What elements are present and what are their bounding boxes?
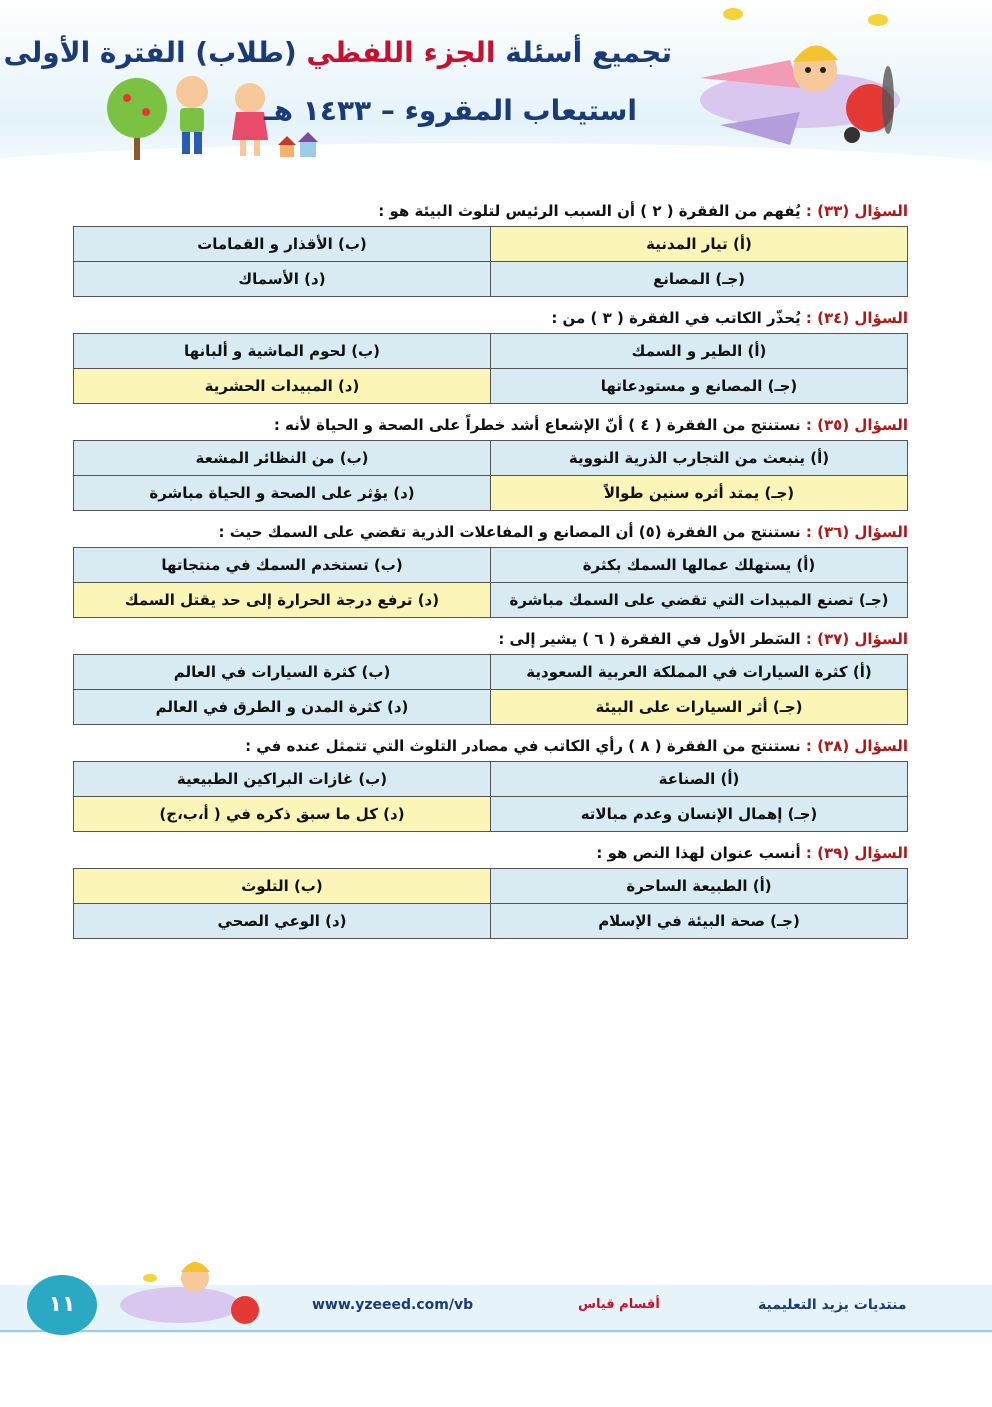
options-row bbox=[74, 548, 908, 583]
option-cell[interactable]: (د) الأسماك bbox=[74, 262, 491, 297]
page-footer bbox=[0, 1250, 992, 1403]
option-cell[interactable]: (ب) لحوم الماشية و ألبانها bbox=[74, 334, 491, 369]
option-cell[interactable]: (د) كل ما سبق ذكره في ( أ،ب،ج) bbox=[74, 797, 491, 832]
title-text-1: تجميع أسئلة bbox=[495, 36, 672, 69]
question-label: السؤال (٣٧) : bbox=[805, 630, 908, 648]
option-cell[interactable]: (جـ) تصنع المبيدات التي تقضي على السمك مباشرة bbox=[491, 583, 908, 618]
options-row bbox=[74, 690, 908, 725]
options-table bbox=[73, 440, 908, 511]
option-cell[interactable]: (جـ) يمتد أثره سنين طوالاً bbox=[491, 476, 908, 511]
options-row bbox=[74, 797, 908, 832]
option-cell[interactable]: (د) ترفع درجة الحرارة إلى حد يقتل السمك bbox=[74, 583, 491, 618]
option-cell[interactable]: (د) كثرة المدن و الطرق في العالم bbox=[74, 690, 491, 725]
footer-section-label: أقسام قياس bbox=[578, 1297, 660, 1312]
options-row bbox=[74, 369, 908, 404]
footer-artwork bbox=[0, 1250, 992, 1403]
option-cell[interactable]: (أ) الصناعة bbox=[491, 762, 908, 797]
options-row bbox=[74, 869, 908, 904]
option-cell[interactable]: (أ) يستهلك عمالها السمك بكثرة bbox=[491, 548, 908, 583]
option-cell[interactable]: (أ) تيار المدنية bbox=[491, 227, 908, 262]
question-text: أنسب عنوان لهذا النص هو : bbox=[596, 844, 801, 862]
option-cell[interactable]: (جـ) إهمال الإنسان وعدم مبالاته bbox=[491, 797, 908, 832]
options-table bbox=[73, 333, 908, 404]
option-cell[interactable]: (ب) تستخدم السمك في منتجاتها bbox=[74, 548, 491, 583]
options-table bbox=[73, 226, 908, 297]
question-text: نستنتج من الفقرة ( ٨ ) رأي الكاتب في مصادر التلوث التي تتمثل عنده في : bbox=[245, 737, 801, 755]
question-text: يُحذّر الكاتب في الفقرة ( ٣ ) من : bbox=[551, 309, 801, 327]
page-subtitle: استيعاب المقروء – ١٤٣٣ هـ bbox=[264, 94, 637, 127]
option-cell[interactable]: (جـ) صحة البيئة في الإسلام bbox=[491, 904, 908, 939]
question-label: السؤال (٣٣) : bbox=[805, 202, 908, 220]
options-row bbox=[74, 762, 908, 797]
options-row bbox=[74, 655, 908, 690]
option-cell[interactable]: (ب) الأقذار و القمامات bbox=[74, 227, 491, 262]
options-row bbox=[74, 262, 908, 297]
questions-list bbox=[73, 196, 908, 945]
option-cell[interactable]: (د) المبيدات الحشرية bbox=[74, 369, 491, 404]
option-cell[interactable]: (ب) من النظائر المشعة bbox=[74, 441, 491, 476]
question-line bbox=[73, 731, 908, 761]
option-cell[interactable]: (د) يؤثر على الصحة و الحياة مباشرة bbox=[74, 476, 491, 511]
options-table bbox=[73, 868, 908, 939]
title-text-2: (طلاب) الفترة الأولى bbox=[3, 36, 307, 69]
option-cell[interactable]: (د) الوعي الصحي bbox=[74, 904, 491, 939]
question-text: السَطر الأول في الفقرة ( ٦ ) يشير إلى : bbox=[498, 630, 801, 648]
option-cell[interactable]: (أ) الطبيعة الساحرة bbox=[491, 869, 908, 904]
question-label: السؤال (٣٥) : bbox=[805, 416, 908, 434]
question-line bbox=[73, 517, 908, 547]
option-cell[interactable]: (ب) التلوث bbox=[74, 869, 491, 904]
question-line bbox=[73, 838, 908, 868]
page-title bbox=[3, 36, 672, 69]
options-row bbox=[74, 583, 908, 618]
option-cell[interactable]: (أ) الطير و السمك bbox=[491, 334, 908, 369]
option-cell[interactable]: (جـ) المصانع bbox=[491, 262, 908, 297]
options-row bbox=[74, 476, 908, 511]
option-cell[interactable]: (أ) كثرة السيارات في المملكة العربية السعودية bbox=[491, 655, 908, 690]
option-cell[interactable]: (جـ) المصانع و مستودعاتها bbox=[491, 369, 908, 404]
footer-website-link[interactable]: www.yzeeed.com/vb bbox=[312, 1297, 474, 1313]
options-table bbox=[73, 654, 908, 725]
option-cell[interactable]: (جـ) أثر السيارات على البيئة bbox=[491, 690, 908, 725]
question-label: السؤال (٣٦) : bbox=[805, 523, 908, 541]
question-line bbox=[73, 410, 908, 440]
option-cell[interactable]: (ب) كثرة السيارات في العالم bbox=[74, 655, 491, 690]
title-highlight: الجزء اللفظي bbox=[306, 36, 496, 69]
question-line bbox=[73, 196, 908, 226]
option-cell[interactable]: (ب) غازات البراكين الطبيعية bbox=[74, 762, 491, 797]
question-line bbox=[73, 303, 908, 333]
question-label: السؤال (٣٨) : bbox=[805, 737, 908, 755]
question-label: السؤال (٣٩) : bbox=[805, 844, 908, 862]
question-label: السؤال (٣٤) : bbox=[805, 309, 908, 327]
options-row bbox=[74, 904, 908, 939]
page-number-badge: ١١ bbox=[27, 1275, 97, 1335]
options-table bbox=[73, 547, 908, 618]
footer-forum-name: منتديات يزيد التعليمية bbox=[758, 1297, 907, 1313]
option-cell[interactable]: (أ) ينبعث من التجارب الذرية النووية bbox=[491, 441, 908, 476]
question-text: يُفهم من الفقرة ( ٢ ) أن السبب الرئيس لتلوث البيئة هو : bbox=[378, 202, 801, 220]
options-row bbox=[74, 227, 908, 262]
options-row bbox=[74, 441, 908, 476]
question-line bbox=[73, 624, 908, 654]
options-row bbox=[74, 334, 908, 369]
options-table bbox=[73, 761, 908, 832]
question-text: نستنتج من الفقرة (٥) أن المصانع و المفاعلات الذرية تقضي على السمك حيث : bbox=[218, 523, 801, 541]
question-text: نستنتج من الفقرة ( ٤ ) أنّ الإشعاع أشد خطراً على الصحة و الحياة لأنه : bbox=[273, 416, 801, 434]
